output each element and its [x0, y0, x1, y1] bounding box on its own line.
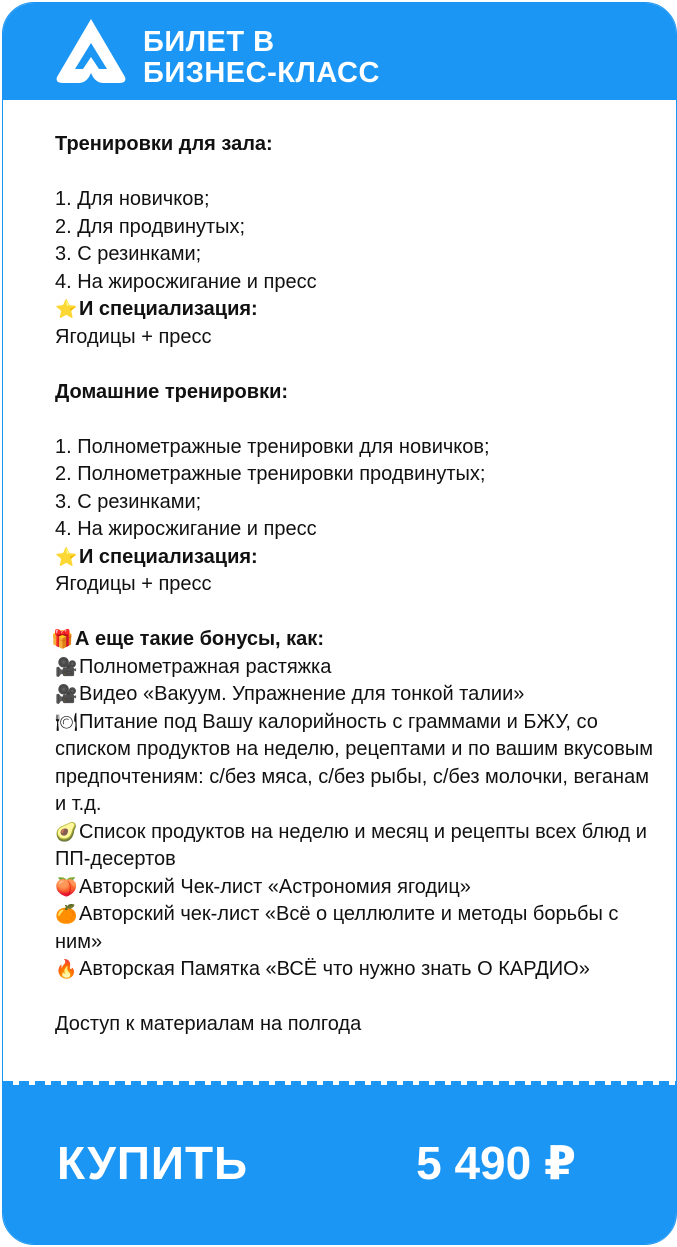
buy-button[interactable]: КУПИТЬ	[57, 1137, 249, 1189]
gym-special-label: ⭐И специализация:	[55, 296, 655, 324]
header-title	[143, 27, 380, 89]
home-heading: Домашние тренировки:	[55, 380, 289, 403]
bonus-item: 🍑Авторский Чек-лист «Астрономия ягодиц»	[55, 874, 655, 902]
bonuses-heading: 🎁А еще такие бонусы, как:	[51, 626, 655, 654]
gym-item: 1. Для новичков;	[55, 188, 210, 210]
gym-item: 4. На жиросжигание и пресс	[55, 270, 317, 293]
gift-icon: 🎁	[51, 629, 74, 650]
bonus-item: 🥑Список продуктов на неделю и месяц и рецепты всех блюд и ПП-десертов	[55, 820, 647, 870]
home-special-value: Ягодицы + пресс	[55, 573, 212, 595]
gym-item: 3. С резинками;	[55, 243, 202, 265]
home-item: 3. С резинками;	[55, 490, 202, 513]
star-icon: ⭐	[55, 546, 78, 568]
ticket-card	[2, 2, 677, 1245]
avocado-icon: 🥑	[55, 821, 78, 843]
header-banner	[3, 3, 676, 100]
bonus-item: 🍽Питание под Вашу калорийность с граммами и БЖУ, со списком продуктов на неделю, рецептами и по вашим вкусовым предпочтениям: с/без мяса, с/без рыбы, с/без молочки, веганам и т.д.	[55, 710, 654, 815]
gym-special-value: Ягодицы + пресс	[55, 325, 212, 348]
home-item: 4. На жиросжигание и пресс	[55, 518, 317, 540]
home-item: 1. Полнометражные тренировки для новичков;	[55, 435, 490, 458]
bonus-item: 🎥Полнометражная растяжка	[55, 654, 655, 682]
bonus-item: 🔥Авторская Памятка «ВСЁ что нужно знать О КАРДИО»	[55, 956, 655, 984]
home-item: 2. Полнометражные тренировки продвинутых;	[55, 463, 486, 485]
movie-camera-icon: 🎥	[55, 684, 78, 705]
bonus-item: 🎥Видео «Вакуум. Упражнение для тонкой талии»	[55, 681, 655, 709]
gym-heading: Тренировки для зала:	[55, 133, 273, 155]
description	[51, 131, 655, 1039]
price-label: 5 490 ₽	[416, 1137, 576, 1189]
peach-icon: 🍑	[55, 876, 78, 898]
fire-icon: 🔥	[55, 959, 78, 980]
tangerine-icon: 🍊	[55, 904, 78, 925]
bonus-item: 🍊Авторский чек-лист «Всё о целлюлите и методы борьбы с ним»	[55, 903, 619, 953]
star-icon: ⭐	[55, 299, 78, 320]
gym-item: 2. Для продвинутых;	[55, 215, 246, 238]
plate-icon: 🍽	[55, 711, 78, 733]
header-title-line2: БИЗНЕС-КЛАСС	[143, 57, 380, 89]
home-special-label: ⭐И специализация:	[55, 544, 655, 572]
access-note: Доступ к материалам на полгода	[55, 1013, 362, 1035]
movie-camera-icon: 🎥	[55, 656, 78, 678]
header-title-line1: БИЛЕТ В	[143, 26, 275, 58]
mountain-logo-icon	[53, 17, 129, 85]
